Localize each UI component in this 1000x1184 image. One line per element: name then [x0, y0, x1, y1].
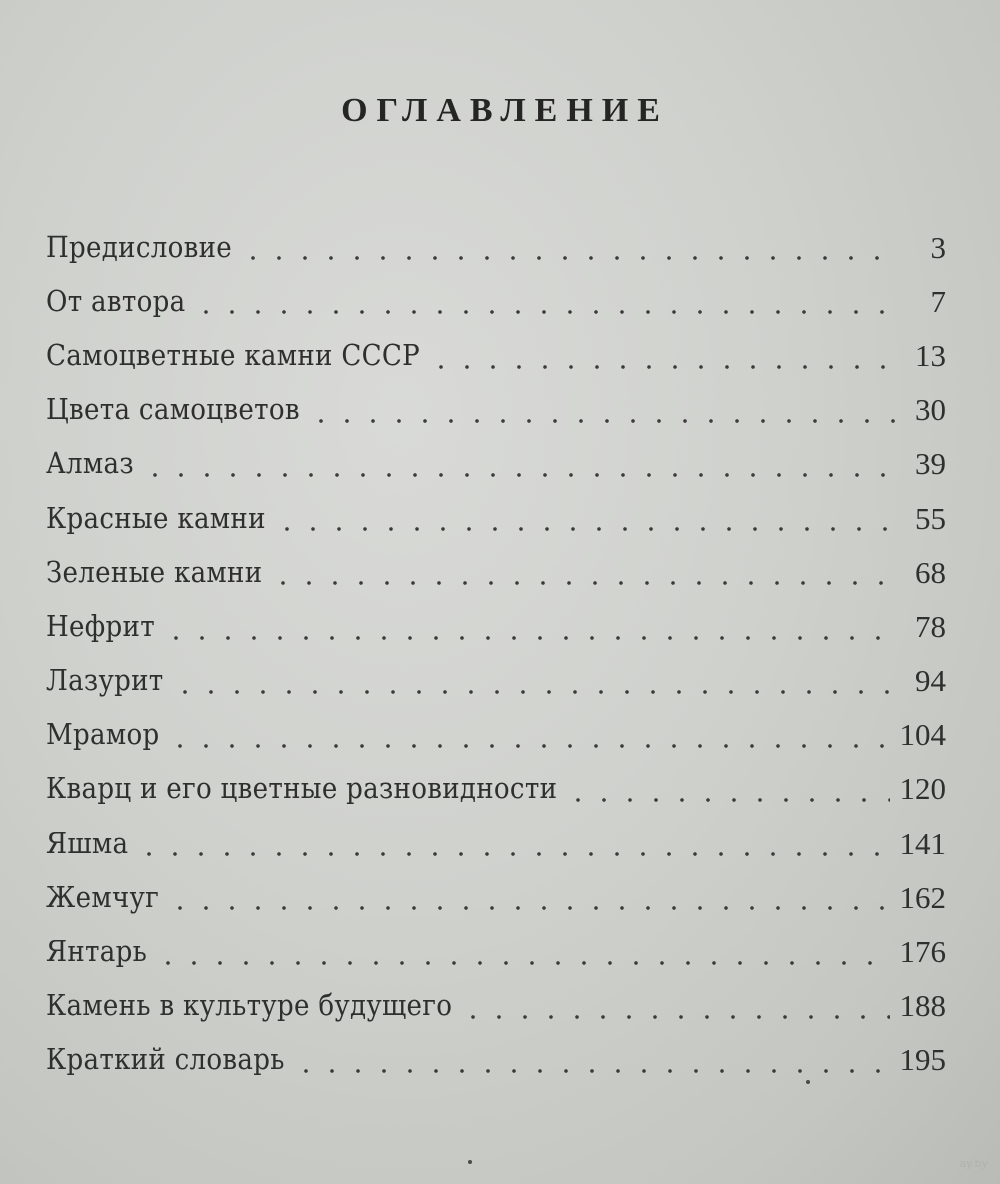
dot-leader: [270, 581, 896, 585]
toc-entry-label: Предисловие: [46, 229, 233, 264]
toc-entry-label: Яшма: [46, 825, 129, 860]
paper-speck: [806, 1080, 810, 1084]
toc-entry-page: 120: [899, 771, 946, 807]
toc-entry-page: 141: [899, 825, 946, 861]
dot-leader: [240, 256, 896, 260]
page-title: ОГЛАВЛЕНИЕ: [341, 92, 669, 129]
toc-entry-label: Зеленые камни: [46, 554, 263, 589]
toc-entry: [46, 274, 946, 328]
dot-leader: [274, 527, 896, 531]
dot-leader: [155, 961, 889, 965]
paper-speck: [468, 1160, 472, 1164]
dot-leader: [460, 1015, 889, 1019]
toc-entry-page: 176: [899, 934, 946, 970]
toc-entry: [46, 816, 946, 870]
toc-entry: [46, 383, 946, 437]
toc-entry-page: 13: [915, 337, 946, 373]
toc-entry-label: Жемчуг: [46, 879, 160, 914]
toc-entry-label: Краткий словарь: [46, 1042, 285, 1077]
toc-entry-label: От автора: [46, 283, 186, 318]
dot-leader: [163, 636, 896, 640]
toc-entry-page: 55: [915, 500, 946, 536]
toc-entry-page: 78: [915, 608, 946, 644]
toc-entry: [46, 870, 946, 924]
toc-entry-label: Самоцветные камни СССР: [46, 337, 420, 372]
dot-leader: [172, 690, 896, 694]
toc-entry: [46, 654, 946, 708]
dot-leader: [136, 852, 889, 856]
toc-entry: [46, 979, 946, 1033]
toc-entry: [46, 708, 946, 762]
dot-leader: [142, 473, 896, 477]
toc-entry: [46, 545, 946, 599]
dot-leader: [428, 365, 896, 369]
toc-entry-label: Янтарь: [46, 934, 148, 969]
toc-entry-page: 195: [899, 1042, 946, 1078]
toc-entry-page: 30: [915, 392, 946, 428]
dot-leader: [193, 310, 896, 314]
toc-entry-page: 68: [915, 554, 946, 590]
toc-entry-page: 162: [899, 879, 946, 915]
toc-entry: [46, 1033, 946, 1087]
toc-entry: [46, 924, 946, 978]
toc-entry: [46, 599, 946, 653]
toc-entry-label: Камень в культуре будущего: [46, 988, 453, 1023]
table-of-contents: [46, 220, 946, 1087]
toc-entry-page: 3: [930, 229, 946, 265]
toc-entry: [46, 491, 946, 545]
dot-leader: [308, 419, 896, 423]
toc-entry-page: 39: [915, 446, 946, 482]
toc-entry-label: Лазурит: [46, 663, 164, 698]
toc-entry-label: Цвета самоцветов: [46, 392, 300, 427]
toc-entry-page: 94: [915, 663, 946, 699]
toc-entry-page: 188: [899, 988, 946, 1024]
dot-leader: [293, 1069, 890, 1073]
toc-entry-page: 7: [930, 283, 946, 319]
toc-entry: [46, 328, 946, 382]
watermark: ay.by: [959, 1157, 988, 1170]
toc-entry-label: Алмаз: [46, 446, 134, 481]
toc-entry: [46, 762, 946, 816]
toc-entry-label: Мрамор: [46, 717, 160, 752]
dot-leader: [167, 906, 889, 910]
toc-entry-page: 104: [899, 717, 946, 753]
toc-entry: [46, 437, 946, 491]
toc-entry-label: Красные камни: [46, 500, 266, 535]
toc-entry: [46, 220, 946, 274]
dot-leader: [565, 798, 889, 802]
dot-leader: [167, 744, 889, 748]
toc-entry-label: Кварц и его цветные разновидности: [46, 771, 558, 806]
toc-entry-label: Нефрит: [46, 608, 155, 643]
